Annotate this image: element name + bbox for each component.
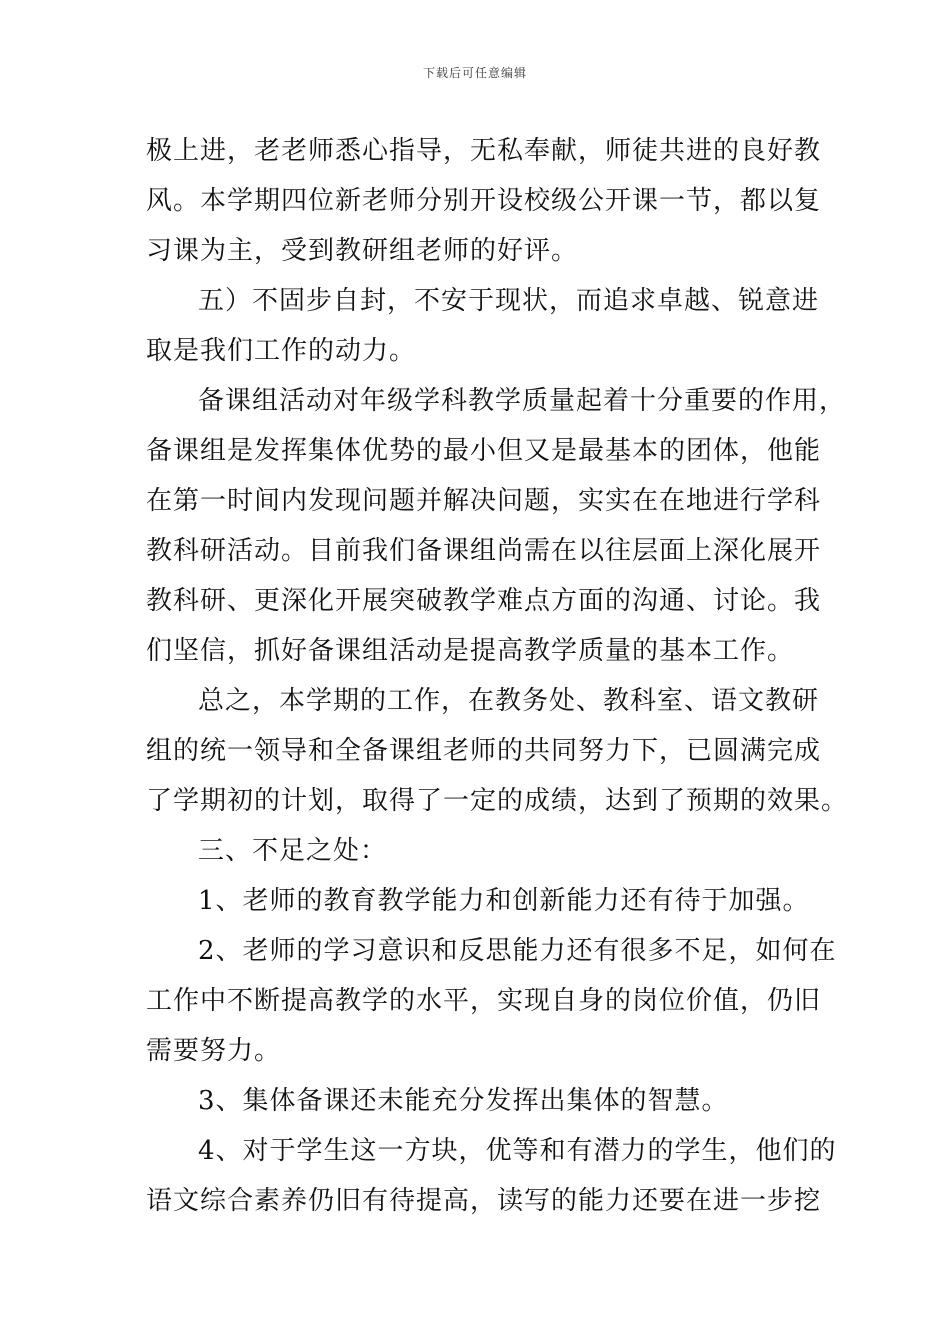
text-line-6: 备课组活动对年级学科教学质量起着十分重要的作用， — [198, 386, 847, 416]
text-line-16: 1、老师的教育教学能力和创新能力还有待于加强。 — [198, 886, 810, 916]
text-line-5: 取是我们工作的动力。 — [146, 336, 417, 366]
text-line-17: 2、老师的学习意识和反思能力还有很多不足，如何在 — [198, 936, 837, 966]
text-line-15: 三、不足之处： — [198, 836, 388, 866]
text-line-18: 工作中不断提高教学的水平，实现自身的岗位价值，仍旧 — [146, 986, 822, 1016]
text-line-14: 了学期初的计划，取得了一定的成绩，达到了预期的效果。 — [146, 786, 849, 816]
document-body — [146, 126, 849, 1226]
text-line-21: 4、对于学生这一方块，优等和有潜力的学生，他们的 — [198, 1136, 837, 1166]
text-line-4: 五）不固步自封，不安于现状，而追求卓越、锐意进 — [198, 286, 820, 316]
text-line-2: 风。本学期四位新老师分别开设校级公开课一节，都以复 — [146, 186, 822, 216]
text-line-9: 教科研活动。目前我们备课组尚需在以往层面上深化展开 — [146, 536, 822, 566]
text-line-3: 习课为主，受到教研组老师的好评。 — [146, 236, 579, 266]
text-line-22: 语文综合素养仍旧有待提高，读写的能力还要在进一步挖 — [146, 1186, 822, 1216]
text-line-13: 组的统一领导和全备课组老师的共同努力下，已圆满完成 — [146, 736, 822, 766]
text-line-20: 3、集体备课还未能充分发挥出集体的智慧。 — [198, 1086, 729, 1116]
text-line-8: 在第一时间内发现问题并解决问题，实实在在地进行学科 — [146, 486, 822, 516]
text-line-7: 备课组是发挥集体优势的最小但又是最基本的团体，他能 — [146, 436, 822, 466]
text-line-11: 们坚信，抓好备课组活动是提高教学质量的基本工作。 — [146, 636, 795, 666]
text-line-1: 极上进，老老师悉心指导，无私奉献，师徒共进的良好教 — [146, 136, 822, 166]
text-line-10: 教科研、更深化开展突破教学难点方面的沟通、讨论。我 — [146, 586, 822, 616]
page-header: 下载后可任意编辑 — [422, 66, 527, 80]
text-line-12: 总之，本学期的工作，在教务处、教科室、语文教研 — [198, 686, 820, 716]
text-line-19: 需要努力。 — [146, 1036, 282, 1066]
